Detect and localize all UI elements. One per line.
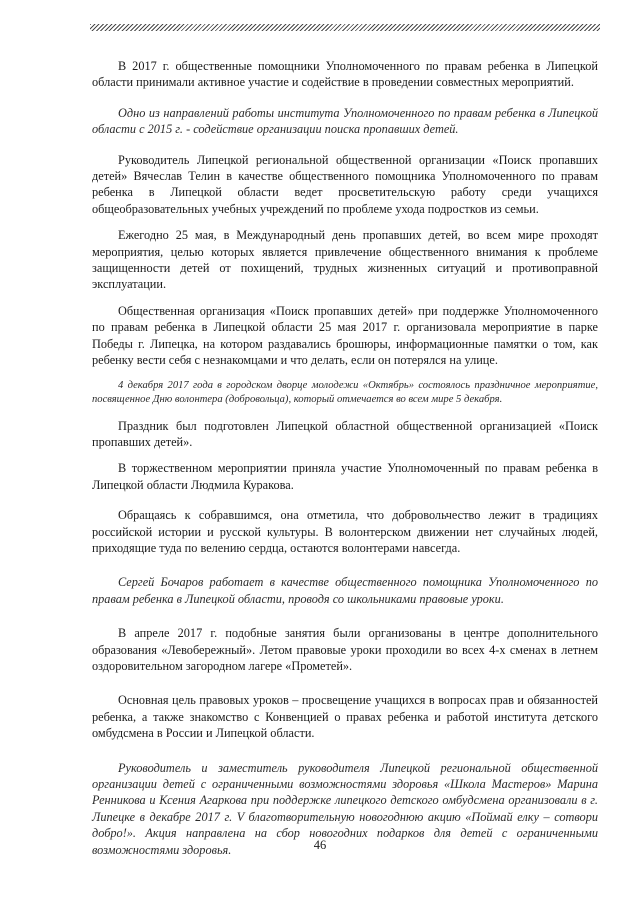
paragraph-7: Праздник был подготовлен Липецкой областной общественной организацией «Поиск пропавших детей». xyxy=(92,418,598,449)
paragraph-13-italic: Руководитель и заместитель руководителя Липецкой региональной общественной организации детей с ограниченными возможностями здоровья «Школа Мастеров» Марина Ренникова и Ксения Агаркова при поддержке липецкого детского омбудсмена организовали в г. Липецке в декабре 2017 г. V благотворительную новогоднюю акцию «Поймай елку – сотвори добро!». Акция направлена на сбор новогодних подарков для детей с ограниченными возможностями здоровья. xyxy=(92,760,598,857)
paragraph-1: В 2017 г. общественные помощники Уполномоченного по правам ребенка в Липецкой области принимали активное участие и содействие в проведении совместных мероприятий. xyxy=(92,59,598,90)
paragraph-3: Руководитель Липецкой региональной общественной организации «Поиск пропавших детей» Вячеслав Телин в качестве общественного помощника Уполномоченного по правам ребенка в Липецкой области ведет просветительскую работу среди учащихся общеобразовательных учебных учреждений по проблеме ухода подростков из семьи. xyxy=(92,152,598,216)
paragraph-12: Основная цель правовых уроков – просвещение учащихся в вопросах прав и обязанностей ребенка, а также знакомство с Конвенцией о правах ребенка и работой института детского омбудсмена в России и Липецкой области. xyxy=(92,693,598,741)
paragraph-6-italic: 4 декабря 2017 года в городском дворце молодежи «Октябрь» состоялось праздничное мероприятие, посвященное Дню волонтера (добровольца), который отмечается во всем мире 5 декабря. xyxy=(92,379,598,405)
paragraph-9: Обращаясь к собравшимся, она отметила, что добровольчество лежит в традициях российской истории и русской культуры. В волонтерском движении нет случайных людей, приходящие туда по велению сердца, остаются волонтерами навсегда. xyxy=(92,508,598,555)
paragraph-8: В торжественном мероприятии приняла участие Уполномоченный по правам ребенка в Липецкой области Людмила Куракова. xyxy=(92,461,598,492)
paragraph-10-italic: Сергей Бочаров работает в качестве общественного помощника Уполномоченного по правам ребенка в Липецкой области, проводя со школьниками правовые уроки. xyxy=(92,575,598,606)
paragraph-11: В апреле 2017 г. подобные занятия были организованы в центре дополнительного образования «Левобережный». Летом правовые уроки проходили во всех 4-х сменах в летнем оздоровительном загородном лагере «Прометей». xyxy=(92,626,598,673)
paragraph-2-italic: Одно из направлений работы института Уполномоченного по правам ребенка в Липецкой области с 2015 г. - содействие организации поиска пропавших детей. xyxy=(92,105,598,137)
document-body xyxy=(92,58,598,858)
paragraph-4: Ежегодно 25 мая, в Международный день пропавших детей, во всем мире проходят мероприятия, целью которых является привлечение общественного внимания к проблеме защищенности детей от похищений, трудных жизненных ситуаций и противоправной эксплуатации. xyxy=(92,228,598,292)
header-decorative-band xyxy=(90,24,600,31)
paragraph-5: Общественная организация «Поиск пропавших детей» при поддержке Уполномоченного по правам ребенка в Липецкой области 25 мая 2017 г. организовала мероприятие в парке Победы г. Липецка, на котором раздавались брошюры, информационные памятки о том, как ребенку вести себя с незнакомцами и что делать, если он потерялся на улице. xyxy=(92,303,598,368)
page-number: 46 xyxy=(313,838,327,852)
